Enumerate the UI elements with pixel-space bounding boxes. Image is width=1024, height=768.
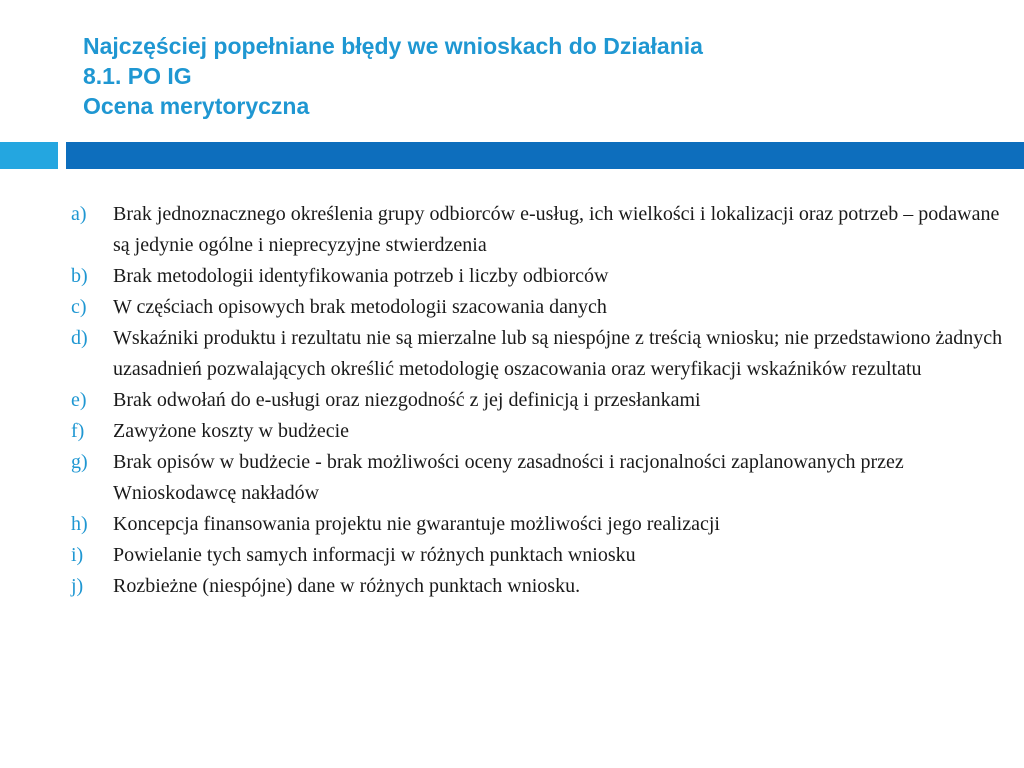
list-item-text: Brak opisów w budżecie - brak możliwości oceny zasadności i racjonalności zaplanowanych przez Wnioskodawcę nakładów bbox=[113, 451, 904, 504]
list-item bbox=[71, 447, 1011, 509]
list-marker: e) bbox=[71, 389, 87, 411]
list-marker: a) bbox=[71, 203, 87, 225]
list-item bbox=[71, 292, 1011, 323]
list-item bbox=[71, 261, 1011, 292]
title-line-2: 8.1. PO IG bbox=[83, 63, 192, 89]
list-item-text: Rozbieżne (niespójne) dane w różnych punktach wniosku. bbox=[113, 575, 581, 597]
slide-title bbox=[83, 31, 983, 121]
list-item-text: Brak metodologii identyfikowania potrzeb i liczby odbiorców bbox=[113, 265, 609, 287]
list-item-text: Wskaźniki produktu i rezultatu nie są mierzalne lub są niespójne z treścią wniosku; nie przedstawiono żadnych uzasadnień pozwalających określić metodologię oszacowania oraz weryfikacji wskaźników rezultatu bbox=[113, 327, 1003, 380]
list-item bbox=[71, 199, 1011, 261]
list-item-text: Brak jednoznacznego określenia grupy odbiorców e-usług, ich wielkości i lokalizacji oraz potrzeb – podawane są jedynie ogólne i nieprecyzyjne stwierdzenia bbox=[113, 203, 1000, 256]
list-item-text: Koncepcja finansowania projektu nie gwarantuje możliwości jego realizacji bbox=[113, 513, 720, 535]
list-item bbox=[71, 509, 1011, 540]
list-marker: c) bbox=[71, 296, 87, 318]
list-marker: b) bbox=[71, 265, 88, 287]
list-item-text: Powielanie tych samych informacji w różnych punktach wniosku bbox=[113, 544, 636, 566]
title-line-3: Ocena merytoryczna bbox=[83, 93, 310, 119]
list-marker: d) bbox=[71, 327, 88, 349]
accent-bar-left bbox=[0, 142, 58, 169]
list-item-text: Brak odwołań do e-usługi oraz niezgodność z jej definicją i przesłankami bbox=[113, 389, 701, 411]
title-line-1: Najczęściej popełniane błędy we wnioskach do Działania bbox=[83, 33, 703, 59]
list-marker: i) bbox=[71, 544, 84, 566]
list-item bbox=[71, 385, 1011, 416]
list-item bbox=[71, 571, 1011, 602]
error-list bbox=[71, 199, 1011, 602]
list-marker: g) bbox=[71, 451, 88, 473]
list-item bbox=[71, 540, 1011, 571]
list-marker: h) bbox=[71, 513, 88, 535]
list-item-text: Zawyżone koszty w budżecie bbox=[113, 420, 350, 442]
list-item-text: W częściach opisowych brak metodologii szacowania danych bbox=[113, 296, 607, 318]
accent-bar-right bbox=[66, 142, 1024, 169]
list-marker: j) bbox=[71, 575, 84, 597]
list-item bbox=[71, 323, 1011, 385]
list-marker: f) bbox=[71, 420, 85, 442]
list-item bbox=[71, 416, 1011, 447]
